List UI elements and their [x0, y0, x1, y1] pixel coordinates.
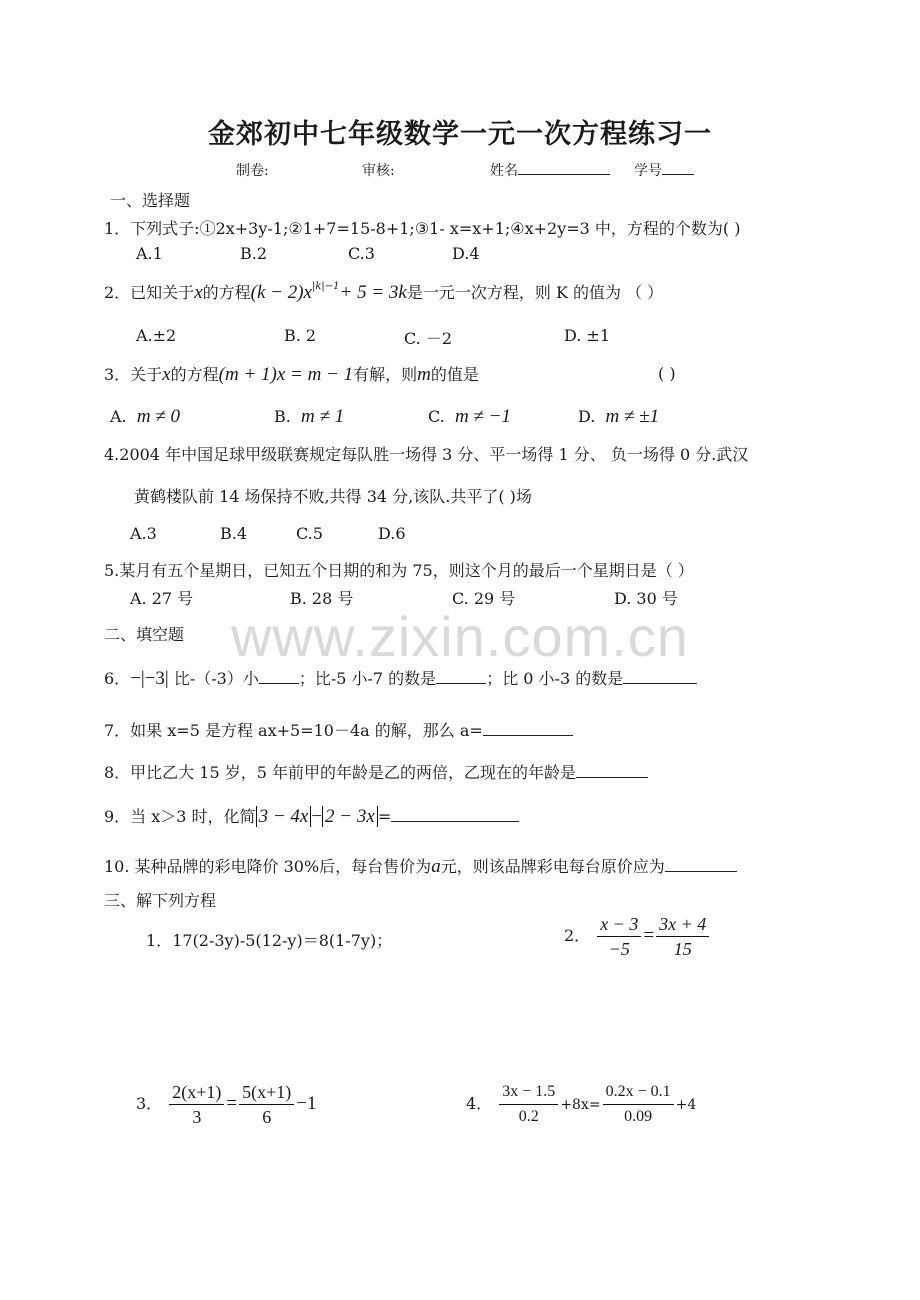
q2-option-a: A.±2: [136, 326, 177, 345]
page-title: 金郊初中七年级数学一元一次方程练习一: [208, 119, 712, 150]
id-label: 学号: [634, 163, 662, 179]
compiler-label: 制卷:: [236, 163, 269, 179]
question-10: 10. 某种品牌的彩电降价 30%后，每台售价为a元，则该品牌彩电每台原价应为: [104, 854, 737, 878]
question-7: 7．如果 x=5 是方程 ax+5=10－4a 的解，那么 a=: [104, 718, 573, 741]
q6-blank-3[interactable]: [623, 669, 697, 684]
equation-4-fraction-left: $\frac{3x - 1.5}{0.2}$: [499, 1082, 558, 1127]
id-field: [634, 160, 694, 180]
q3-option-b: B. m ≠ 1: [274, 406, 345, 427]
q2-option-c: C. －2: [404, 329, 453, 348]
equation-2: 2． $\frac{x - 3}{-5}$ = $\frac{3x + 4}{15}$: [564, 914, 711, 959]
q2-option-d: D. ±1: [564, 326, 611, 345]
q1-option-d: D.4: [452, 244, 480, 263]
q3-option-d: D. m ≠ ±1: [578, 406, 660, 427]
q1-option-a: A.1: [136, 244, 163, 263]
question-8: 8．甲比乙大 15 岁，5 年前甲的年龄是乙的两倍，乙现在的年龄是: [104, 760, 648, 783]
question-2: 2．已知关于x的方程$(k - 2)x^{|k|-1}+ 5 = 3k$是一元一次方程，则 K 的值为 （ ）: [104, 281, 664, 303]
q5-option-c: C. 29 号: [452, 589, 516, 608]
question-1: 1．下列式子:①2x+3y-1;②1+7=15-8+1;③1- x=x+1;④x+2y=3 中，方程的个数为( ): [104, 219, 741, 238]
id-blank[interactable]: [662, 160, 694, 175]
q5-option-b: B. 28 号: [290, 589, 354, 608]
question-4-line-2: 黄鹤楼队前 14 场保持不败,共得 34 分,该队.共平了( )场: [134, 487, 532, 506]
q2-option-b: B. 2: [284, 326, 317, 345]
section-3-title: 三、解下列方程: [104, 891, 217, 910]
equation-4: 4． $\frac{3x - 1.5}{0.2}$ +8x= $\frac{0.2x - 0.1}{0.09}$ +4: [466, 1083, 697, 1125]
q3-option-a: A. m ≠ 0: [110, 406, 180, 427]
q9-blank[interactable]: [391, 807, 519, 822]
question-5: 5.某月有五个星期日，已知五个日期的和为 75，则这个月的最后一个星期日是（ ）: [104, 561, 694, 580]
watermark: www.zixin.com.cn: [231, 605, 689, 668]
question-4-line-1: 4.2004 年中国足球甲级联赛规定每队胜一场得 3 分、平一场得 1 分、 负一场得 0 分.武汉: [104, 445, 749, 464]
q5-option-a: A. 27 号: [130, 589, 194, 608]
q4-option-b: B.4: [220, 524, 248, 543]
q1-option-c: C.3: [348, 244, 375, 263]
q1-option-b: B.2: [240, 244, 268, 263]
q7-blank[interactable]: [483, 721, 573, 736]
equation-3-fraction-left: $\frac{2(x+1)}{3}$: [169, 1082, 224, 1127]
name-label: 姓名: [490, 163, 518, 179]
q5-option-d: D. 30 号: [614, 589, 678, 608]
equation-3: 3． $\frac{2(x+1)}{3}$ = $\frac{5(x+1)}{6}$ −1: [136, 1082, 317, 1127]
question-6: 6．−|−3| 比-（-3）小 ；比-5 小-7 的数是 ；比 0 小-3 的数是: [104, 666, 697, 690]
question-9: 9．当 x＞3 时，化简 3 − 4x − 2 − 3x =: [104, 804, 519, 828]
q4-option-d: D.6: [378, 524, 406, 543]
q4-option-a: A.3: [130, 524, 157, 543]
name-field: [490, 160, 610, 180]
q8-blank[interactable]: [576, 763, 648, 778]
equation-2-fraction-left: $\frac{x - 3}{-5}$: [597, 914, 641, 959]
q3-option-c: C. m ≠ −1: [428, 406, 511, 427]
q10-blank[interactable]: [665, 857, 737, 872]
reviewer-label: 审核:: [362, 163, 395, 179]
q4-option-c: C.5: [296, 524, 323, 543]
equation-4-fraction-right: $\frac{0.2x - 0.1}{0.09}$: [603, 1082, 674, 1127]
q6-blank-1[interactable]: [259, 669, 299, 684]
question-3: 3．关于x的方程(m + 1)x = m − 1有解，则m的值是: [104, 364, 479, 385]
section-2-title: 二、填空题: [104, 625, 185, 644]
equation-1: 1．17(2-3y)-5(12-y)＝8(1-7y)；: [146, 931, 393, 950]
section-1-title: 一、选择题: [110, 191, 191, 210]
q3-answer-paren: ( ): [658, 364, 676, 383]
q6-blank-2[interactable]: [436, 669, 486, 684]
equation-3-fraction-right: $\frac{5(x+1)}{6}$: [239, 1082, 294, 1127]
equation-2-fraction-right: $\frac{3x + 4}{15}$: [656, 914, 709, 959]
name-blank[interactable]: [518, 160, 610, 175]
